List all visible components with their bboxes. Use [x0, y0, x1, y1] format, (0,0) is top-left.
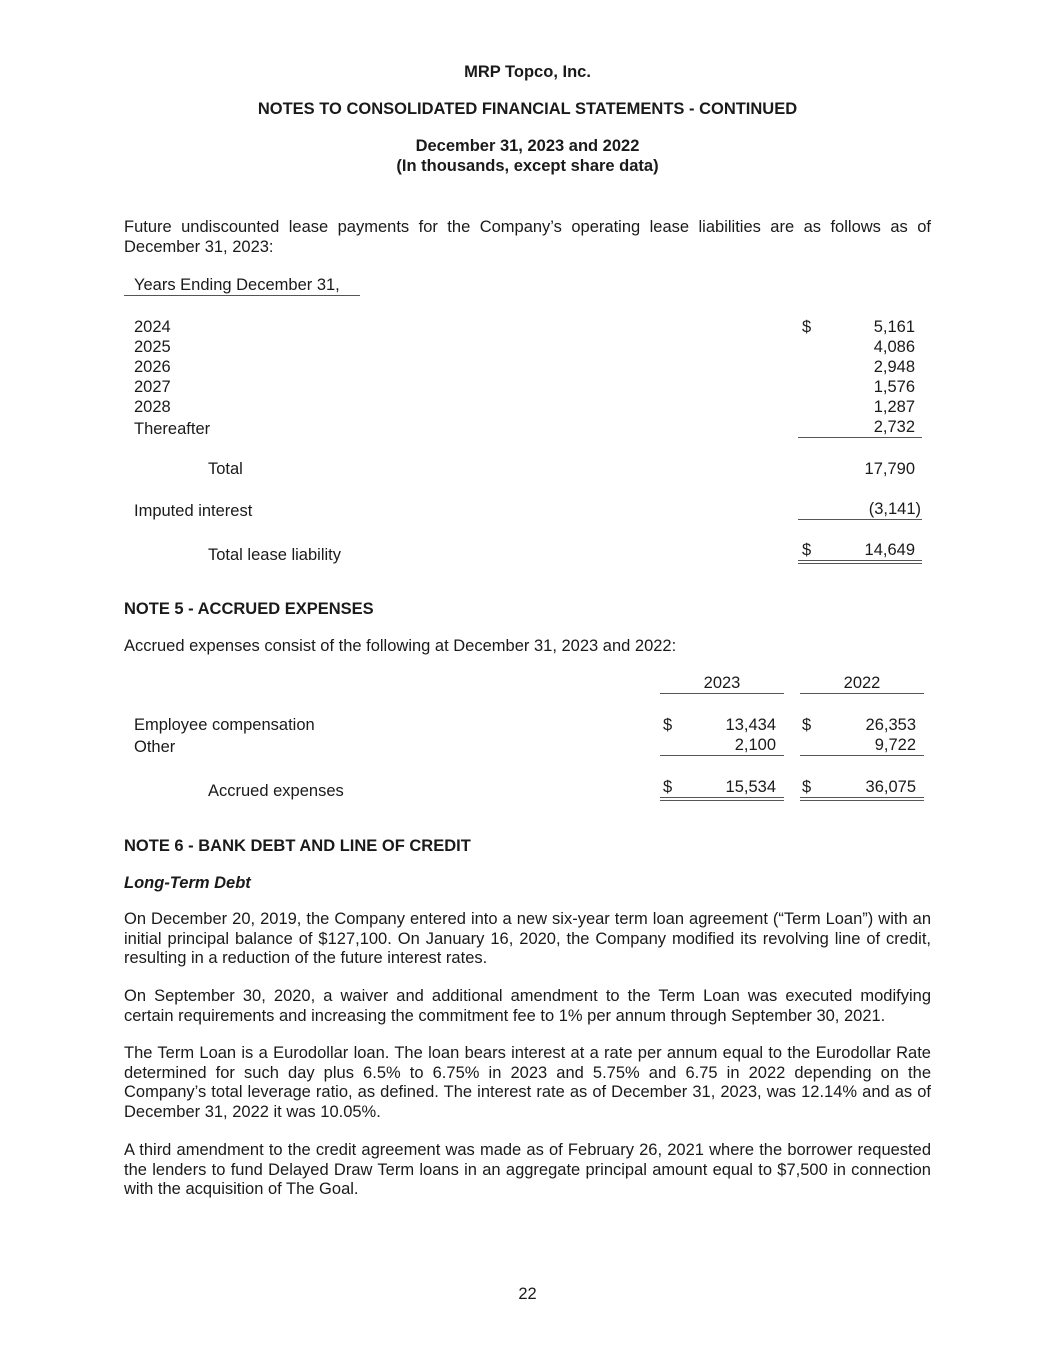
- accrued-row-label: Employee compensation: [134, 716, 315, 734]
- lease-column-header: Years Ending December 31,: [134, 276, 340, 294]
- column-header-underline: [124, 295, 360, 296]
- year-header-2023: 2023: [703, 674, 741, 692]
- imputed-interest-label: Imputed interest: [134, 502, 253, 520]
- note5-intro: Accrued expenses consist of the following at December 31, 2023 and 2022:: [124, 637, 677, 655]
- lease-row-label: 2026: [134, 358, 171, 376]
- total-double-rule: [660, 797, 784, 801]
- total-double-rule: [798, 560, 922, 564]
- page-title: NOTES TO CONSOLIDATED FINANCIAL STATEMENTS - CONTINUED: [257, 100, 798, 118]
- company-name: MRP Topco, Inc.: [464, 63, 591, 81]
- lease-row-label: 2027: [134, 378, 171, 396]
- note6-paragraph: On December 20, 2019, the Company entered into a new six-year term loan agreement (“Term Loan”) with an initial principal balance of $127,100. On January 16, 2020, the Company modified its revolving line of credit, resulting in a reduction of the future interest rates.: [124, 910, 931, 967]
- note6-paragraph: A third amendment to the credit agreement was made as of February 26, 2021 where the borrower requested the lenders to fund Delayed Draw Term loans in an aggregate principal amount equal to $7,500 in connection with the acquisition of The Goal.: [124, 1141, 931, 1198]
- accrued-row-value-2022: 9,722: [874, 736, 916, 754]
- long-term-debt-subheading: Long-Term Debt: [124, 874, 251, 892]
- total-lease-liability-value: 14,649: [864, 541, 915, 559]
- accrued-row-value-2023: 2,100: [734, 736, 776, 754]
- total-lease-liability-label: Total lease liability: [208, 546, 341, 564]
- page-number: 22: [518, 1285, 537, 1303]
- accrued-total-2022: 36,075: [865, 778, 916, 796]
- report-date: December 31, 2023 and 2022: [415, 137, 640, 155]
- note5-heading: NOTE 5 - ACCRUED EXPENSES: [124, 600, 374, 618]
- lease-row-label: 2028: [134, 398, 171, 416]
- lease-row-label: 2025: [134, 338, 171, 356]
- year-header-rule: [660, 693, 784, 694]
- note6-paragraph: On September 30, 2020, a waiver and additional amendment to the Term Loan was executed modifying certain requirements and increasing the commitment fee to 1% per annum through September 30, 2021.: [124, 987, 931, 1025]
- lease-intro: Future undiscounted lease payments for the Company’s operating lease liabilities are as follows as of December 31, 2023:: [124, 218, 931, 256]
- lease-row-value: 1,576: [873, 378, 915, 396]
- accrued-row-label: Other: [134, 738, 176, 756]
- accrued-total-2023: 15,534: [725, 778, 776, 796]
- lease-total-value: 17,790: [864, 460, 915, 478]
- imputed-interest-value: (3,141): [868, 500, 921, 518]
- units-note: (In thousands, except share data): [396, 157, 659, 175]
- currency-symbol: $: [802, 318, 812, 336]
- currency-symbol: $: [663, 778, 673, 796]
- lease-row-value: 2,948: [873, 358, 915, 376]
- accrued-row-value-2023: 13,434: [725, 716, 776, 734]
- subtotal-rule: [798, 437, 922, 438]
- total-double-rule: [800, 797, 924, 801]
- accrued-row-value-2022: 26,353: [865, 716, 916, 734]
- lease-row-value: 2,732: [873, 418, 915, 436]
- currency-symbol: $: [663, 716, 673, 734]
- currency-symbol: $: [802, 541, 812, 559]
- note6-heading: NOTE 6 - BANK DEBT AND LINE OF CREDIT: [124, 837, 471, 855]
- subtotal-rule: [800, 755, 924, 756]
- lease-row-value: 1,287: [873, 398, 915, 416]
- currency-symbol: $: [802, 716, 812, 734]
- currency-symbol: $: [802, 778, 812, 796]
- lease-total-label: Total: [208, 460, 243, 478]
- year-header-2022: 2022: [843, 674, 881, 692]
- subtotal-rule: [660, 755, 784, 756]
- subtotal-rule: [798, 519, 922, 520]
- lease-row-value: 5,161: [873, 318, 915, 336]
- lease-row-label: Thereafter: [134, 420, 211, 438]
- lease-row-value: 4,086: [873, 338, 915, 356]
- lease-row-label: 2024: [134, 318, 171, 336]
- year-header-rule: [800, 693, 924, 694]
- accrued-total-label: Accrued expenses: [208, 782, 344, 800]
- note6-paragraph: The Term Loan is a Eurodollar loan. The loan bears interest at a rate per annum equal to the Eurodollar Rate determined for such day plus 6.5% to 6.75% in 2023 and 5.75% and 6.75 in 2022 depending on the Company’s total leverage ratio, as defined. The interest rate as of December 31, 2023, was 12.14% and as of December 31, 2022 it was 10.05%.: [124, 1044, 931, 1121]
